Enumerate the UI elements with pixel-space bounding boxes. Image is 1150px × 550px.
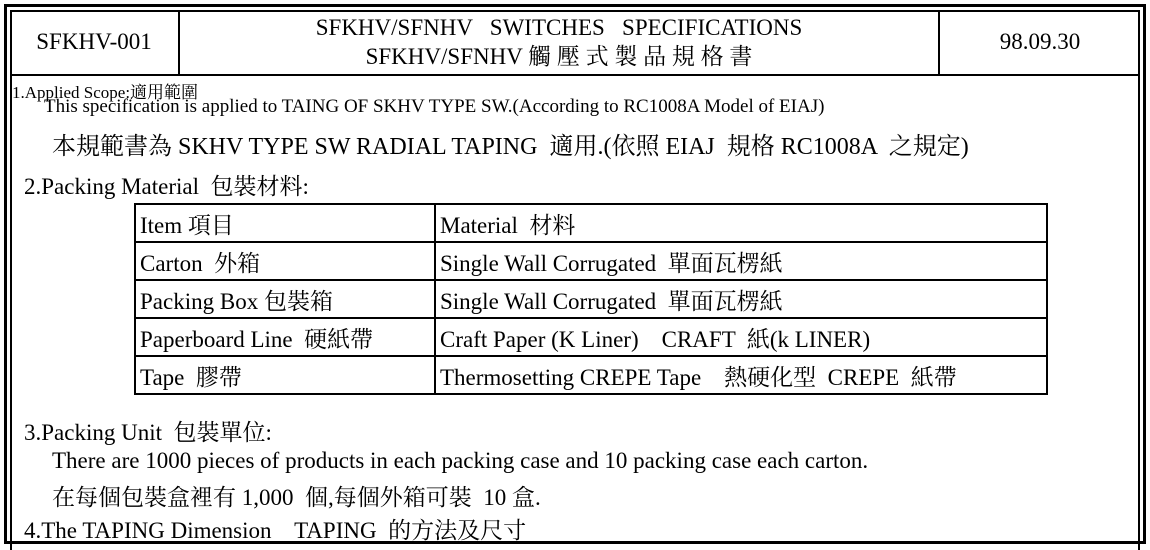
doc-title — [180, 10, 940, 74]
table-cell-item: Paperboard Line 硬紙帶 — [135, 318, 435, 356]
section3-text-zh: 在每個包裝盒裡有 1,000 個,每個外箱可裝 10 盒. — [52, 485, 541, 510]
table-cell-material: Single Wall Corrugated 單面瓦楞紙 — [435, 280, 1047, 318]
doc-title-line1: SFKHV/SFNHV SWITCHES SPECIFICATIONS — [315, 15, 803, 40]
spec-header — [10, 10, 1140, 76]
section4-title: 4.The TAPING Dimension TAPING 的方法及尺寸 — [24, 518, 527, 543]
table-cell-item: Tape 膠帶 — [135, 356, 435, 394]
section1-text-en: This specification is applied to TAING OF SKHV TYPE SW.(According to RC1008A Model of EIAJ) — [44, 96, 825, 117]
doc-title-line2: SFKHV/SFNHV 觸 壓 式 製 品 規 格 書 — [365, 44, 753, 69]
table-cell-material: Craft Paper (K Liner) CRAFT 紙(k LINER) — [435, 318, 1047, 356]
table-row — [135, 356, 1047, 394]
doc-code: SFKHV-001 — [10, 10, 180, 74]
table-cell-item: Packing Box 包裝箱 — [135, 280, 435, 318]
doc-date: 98.09.30 — [999, 29, 1081, 54]
section1-text-zh: 本規範書為 SKHV TYPE SW RADIAL TAPING 適用.(依照 EIAJ 規格 RC1008A 之規定) — [52, 134, 969, 160]
packing-material-table — [134, 203, 1048, 395]
table-header-row — [135, 204, 1047, 242]
table-row — [135, 242, 1047, 280]
section1-title: 1.Applied Scope:適用範圍 — [12, 83, 199, 102]
section3-title: 3.Packing Unit 包裝單位: — [24, 420, 272, 445]
table-cell-material: Thermosetting CREPE Tape 熱硬化型 CREPE 紙帶 — [435, 356, 1047, 394]
section2-title: 2.Packing Material 包裝材料: — [24, 174, 309, 199]
section3-text-en: There are 1000 pieces of products in each packing case and 10 packing case each carton. — [52, 448, 869, 473]
table-row — [135, 280, 1047, 318]
table-header-material: Material 材料 — [435, 204, 1047, 242]
table-row — [135, 318, 1047, 356]
table-header-item: Item 項目 — [135, 204, 435, 242]
table-cell-material: Single Wall Corrugated 單面瓦楞紙 — [435, 242, 1047, 280]
table-cell-item: Carton 外箱 — [135, 242, 435, 280]
